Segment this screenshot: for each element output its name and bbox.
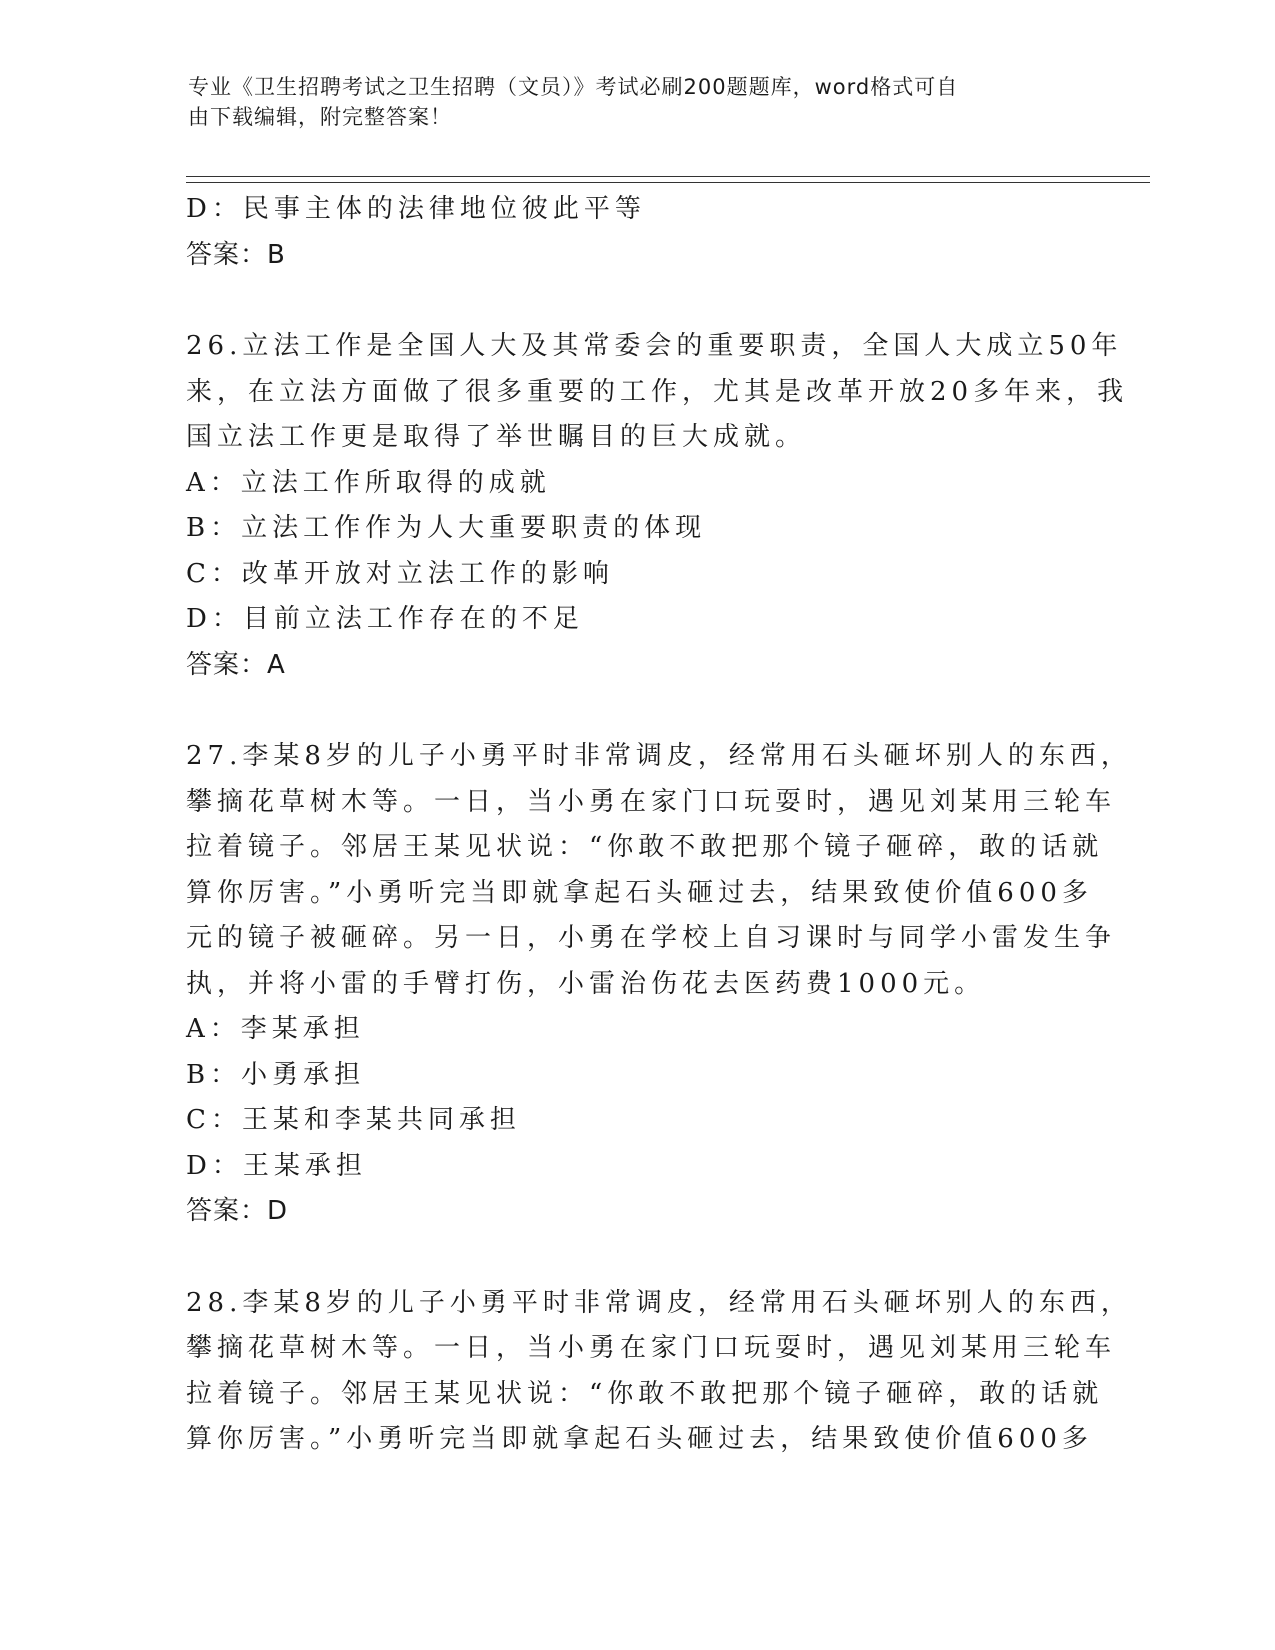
- header-line-1: 专业《卫生招聘考试之卫生招聘（文员）》考试必刷200题题库，word格式可自: [188, 75, 959, 99]
- question-27: [186, 734, 1132, 1235]
- option-c: C：王某和李某共同承担: [186, 1105, 521, 1135]
- option-a: A：李某承担: [186, 1014, 365, 1044]
- spacer: [186, 688, 1076, 734]
- option-c: C：改革开放对立法工作的影响: [186, 558, 614, 589]
- question-stem-line: 来，在立法方面做了很多重要的工作，尤其是改革开放20多年来，我: [186, 376, 1129, 407]
- question-stem-line: 算你厉害。”小勇听完当即就拿起石头砸过去，结果致使价值600多: [186, 877, 1093, 908]
- question-stem-line: 元的镜子被砸碎。另一日，小勇在学校上自习课时与同学小雷发生争: [186, 923, 1117, 953]
- option-b: B：小勇承担: [186, 1059, 366, 1090]
- option-d: D：民事主体的法律地位彼此平等: [186, 194, 646, 224]
- option-d: D：王某承担: [186, 1150, 367, 1181]
- header-divider: [186, 176, 1150, 183]
- question-28: [186, 1281, 1132, 1463]
- page-header: [188, 72, 1068, 132]
- question-stem-line: 执，并将小雷的手臂打伤，小雷治伤花去医药费1000元。: [186, 968, 986, 999]
- question-stem-line: 拉着镜子。邻居王某见状说：“你敢不敢把那个镜子砸碎，敢的话就: [186, 1378, 1104, 1409]
- question-stem-line: 国立法工作更是取得了举世瞩目的巨大成就。: [186, 422, 807, 452]
- question-25: [186, 187, 1076, 278]
- question-stem-line: 26.立法工作是全国人大及其常委会的重要职责，全国人大成立50年: [186, 331, 1123, 361]
- option-d: D：目前立法工作存在的不足: [186, 604, 584, 634]
- question-26: [186, 324, 1129, 688]
- question-content: [186, 187, 1132, 1463]
- question-stem-line: 拉着镜子。邻居王某见状说：“你敢不敢把那个镜子砸碎，敢的话就: [186, 832, 1104, 862]
- spacer: [186, 278, 1076, 324]
- question-stem-line: 攀摘花草树木等。一日，当小勇在家门口玩耍时，遇见刘某用三轮车: [186, 786, 1117, 817]
- answer: 答案：B: [186, 239, 286, 270]
- option-a: A：立法工作所取得的成就: [186, 467, 551, 498]
- question-stem-line: 27.李某8岁的儿子小勇平时非常调皮，经常用石头砸坏别人的东西，: [186, 741, 1132, 771]
- option-b: B：立法工作作为人大重要职责的体现: [186, 513, 707, 543]
- answer: 答案：A: [186, 649, 286, 680]
- header-line-2: 由下载编辑，附完整答案！: [188, 105, 452, 129]
- question-stem-line: 28.李某8岁的儿子小勇平时非常调皮，经常用石头砸坏别人的东西，: [186, 1287, 1132, 1318]
- question-stem-line: 算你厉害。”小勇听完当即就拿起石头砸过去，结果致使价值600多: [186, 1424, 1093, 1454]
- answer: 答案：D: [186, 1196, 289, 1226]
- question-stem-line: 攀摘花草树木等。一日，当小勇在家门口玩耍时，遇见刘某用三轮车: [186, 1333, 1117, 1363]
- spacer: [186, 1235, 1076, 1281]
